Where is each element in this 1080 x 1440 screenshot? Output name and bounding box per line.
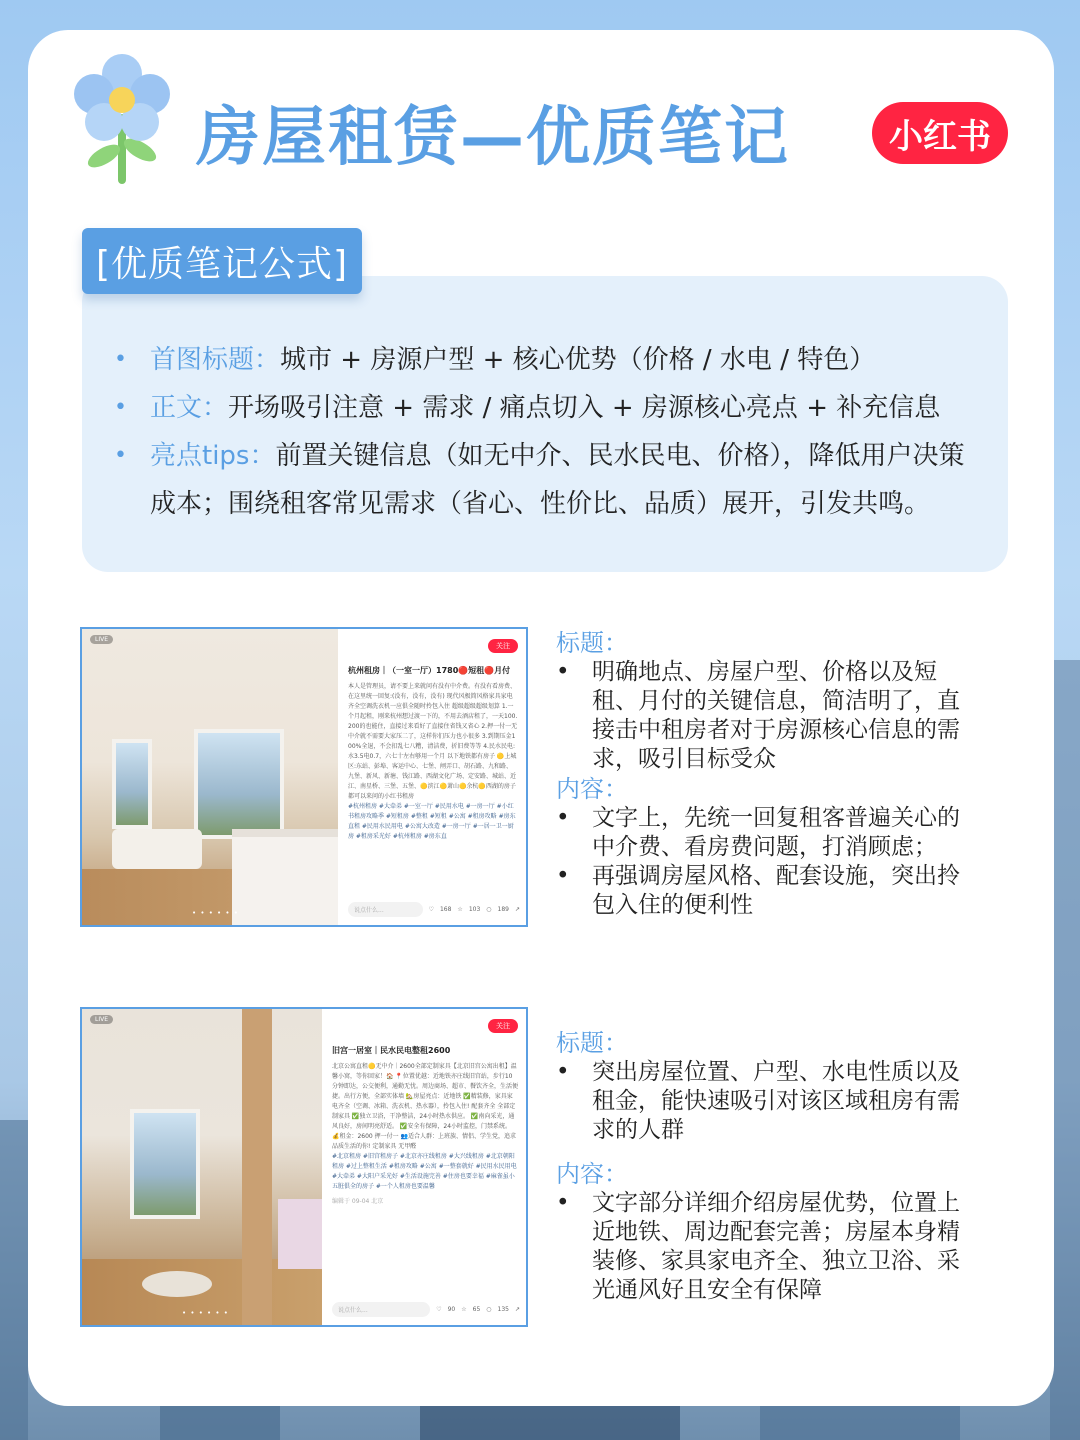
post-time: 编辑于 09-04 北京: [332, 1198, 384, 1205]
spacer: [556, 1145, 976, 1159]
live-badge: LIVE: [90, 635, 113, 644]
notes-heading: 内容：: [556, 1160, 628, 1188]
background-building: [1050, 660, 1080, 1440]
post-footer: [348, 902, 520, 917]
notes-item: • 文字部分详细介绍房屋优势，位置上近地铁、周边配套完善；房屋本身精装修、家具家电齐全、独立卫浴、采光通风好且安全有保障: [556, 1189, 976, 1305]
window: [194, 729, 284, 839]
window: [130, 1109, 200, 1219]
share-icon[interactable]: ↗: [514, 906, 520, 913]
post-title: 旧宫一居室｜民水民电整租2600: [332, 1046, 451, 1055]
notes-item: • 再强调房屋风格、配套设施，突出拎包入住的便利性: [556, 862, 976, 920]
comment-input[interactable]: 说点什么...: [348, 902, 423, 917]
notes-heading: 标题：: [556, 1029, 628, 1057]
page-title: 房屋租赁—优质笔记: [196, 101, 790, 175]
example-screenshot-2: [80, 1007, 528, 1327]
formula-text: 开场吸引注意 + 需求 / 痛点切入 + 房源核心亮点 + 补充信息: [228, 393, 941, 423]
formula-key: 正文：: [150, 393, 229, 423]
formula-tag: [优质笔记公式]: [82, 228, 362, 294]
notes-item: • 突出房屋位置、户型、水电性质以及租金，能快速吸引对该区域租房有需求的人群: [556, 1058, 976, 1145]
post-tags: #北京租房 #旧宫租房子 #北京亦庄线租房 #大兴线租房 #北京朝阳租房 #过上整租生活 #租房攻略 #公寓 #一整套就好 #民用水民用电 #大牵弟 #大阳户采光好 #生活设施完善 #住房也要幸福 #麻雀虽小五脏俱全的房子 #一个人租房也要温馨: [332, 1153, 517, 1190]
bullet-icon: •: [114, 347, 127, 372]
example-1-notes: [556, 628, 976, 920]
formula-item: [114, 336, 970, 384]
room-photo: [82, 1009, 322, 1325]
formula-item: [114, 432, 980, 528]
live-badge: LIVE: [90, 1015, 113, 1024]
comment-count: 189: [497, 906, 509, 913]
follow-button[interactable]: 关注: [488, 1019, 518, 1033]
example-2-notes: [556, 1028, 976, 1305]
example-screenshot-1: [80, 627, 528, 927]
comment-icon[interactable]: ○: [486, 906, 492, 913]
notes-item: • 文字上，先统一回复租客普遍关心的中介费、看房费问题，打消顾虑；: [556, 804, 976, 862]
post-body: 北京公寓直租🟡无中介｜2600全部定制家具【北京旧宫公寓出租】温馨小窝，等你回家！🏠 📍位置优越：近地铁亦庄线旧宫站，步行10分钟即达，公交便利，通勤无忧。周边商场、超市、餐饮齐全，生活便捷。出行方便，全部实体墙 🏡房屋亮点：近地铁 ✅精装修，家具家电齐全（空调、冰箱、洗衣机、热水器），拎包入住! 配套齐全 全部定制家具 ✅独立卫浴，干净整洁，24小时热水供应。 ✅南向采光，通风良好，房间明亮舒适。 ✅安全有保障，24小时监控，门禁系统。 💰租金：2600 押一付一 👥适合人群：上班族、情侣、学生党，追求品质生活的你! 定制家具 无甲醛: [332, 1063, 519, 1150]
post-panel: [338, 629, 528, 925]
post-body: 本人是管理员，请不要上来就问有没有中介费。有没有看房费、在这里统一回复:(没有，没有，没有) 现代风极简风格家具家电齐全空调洗衣机一应俱全随时拎包入住 超级超级超级划算 1.一个月起租，刚来杭州想过渡一下的，不用去酒店租了，一天100.200的也能住，直接过来看好了直接住省钱又省心 2.押一付一无中介就不需要大家压二了，这样你们压力也小很多 3.到期压金100%全退，不会扣乱七八糟，清洁费，折旧费等等 4.民水民电:水3.5电0.7，六七十左右够用一个月 以下地铁都有房子 🟡上城区:东站、彭埠、客运中心、七堡、闸弄口、胡石路、九和路、九堡、新风、新塘、钱江路、西湖文化广场、定安路、城站、近江、南星桥、三堡、五堡、🟡滨江🟡萧山🟡余杭🟡西湖的房子都可以来问的小红书租房: [348, 683, 518, 800]
post-panel: [322, 1009, 528, 1325]
share-icon[interactable]: ↗: [514, 1306, 520, 1313]
star-count: 65: [472, 1306, 481, 1313]
wall: [242, 1009, 272, 1327]
post-title: 杭州租房｜（一室一厅）1780🔴短租🔴月付: [348, 666, 511, 675]
brand-logo: 小红书: [872, 102, 1008, 164]
formula-key: 亮点tips：: [150, 441, 276, 471]
formula-item: [114, 384, 970, 432]
background-building: [160, 1400, 280, 1440]
carousel-dots: • • • • • •: [182, 1309, 229, 1317]
post-footer: [332, 1302, 520, 1317]
rug: [142, 1271, 212, 1297]
like-count: 168: [439, 906, 452, 913]
star-icon[interactable]: ☆: [461, 1306, 467, 1313]
formula-text: 前置关键信息（如无中介、民水民电、价格），降低用户决策成本；围绕租客常见需求（省心、性价比、品质）展开，引发共鸣。: [150, 441, 965, 519]
star-icon[interactable]: ☆: [457, 906, 463, 913]
kitchen-counter: [232, 829, 338, 927]
background-building: [760, 1402, 960, 1440]
follow-button[interactable]: 关注: [488, 639, 518, 653]
room-photo: [82, 629, 338, 925]
bullet-icon: •: [114, 443, 127, 468]
bed: [278, 1199, 322, 1269]
comment-input[interactable]: 说点什么...: [332, 1302, 430, 1317]
post-tags: #杭州租房 #大牵弟 #一室一厅 #民用水电 #一房一厅 #小红书租房攻略季 #短租房 #整租 #短租 #公寓 #租房攻略 #房东直租 #民用水民用电 #公寓大改造 #一房一厅 #一居一卫一厨房 #租房采光好 #杭州租房 #房东直: [348, 803, 516, 840]
bullet-icon: •: [114, 395, 127, 420]
comment-count: 135: [497, 1306, 509, 1313]
notes-heading: 标题：: [556, 629, 628, 657]
star-count: 103: [468, 906, 481, 913]
heart-icon[interactable]: ♡: [428, 906, 434, 913]
comment-icon[interactable]: ○: [486, 1306, 492, 1313]
heart-icon[interactable]: ♡: [436, 1306, 442, 1313]
like-count: 90: [447, 1306, 456, 1313]
formula-key: 首图标题：: [150, 345, 281, 375]
formula-text: 城市 + 房源户型 + 核心优势（价格 / 水电 / 特色）: [280, 345, 876, 375]
carousel-dots: • • • • • •: [192, 909, 239, 917]
sofa: [112, 829, 202, 869]
background-building: [420, 1406, 680, 1440]
background-building: [0, 1120, 28, 1440]
notes-heading: 内容：: [556, 775, 628, 803]
notes-item: • 明确地点、房屋户型、价格以及短租、月付的关键信息，简洁明了，直接击中租房者对于房源核心信息的需求，吸引目标受众: [556, 658, 976, 774]
flower-icon: [70, 52, 174, 192]
window: [112, 739, 152, 829]
